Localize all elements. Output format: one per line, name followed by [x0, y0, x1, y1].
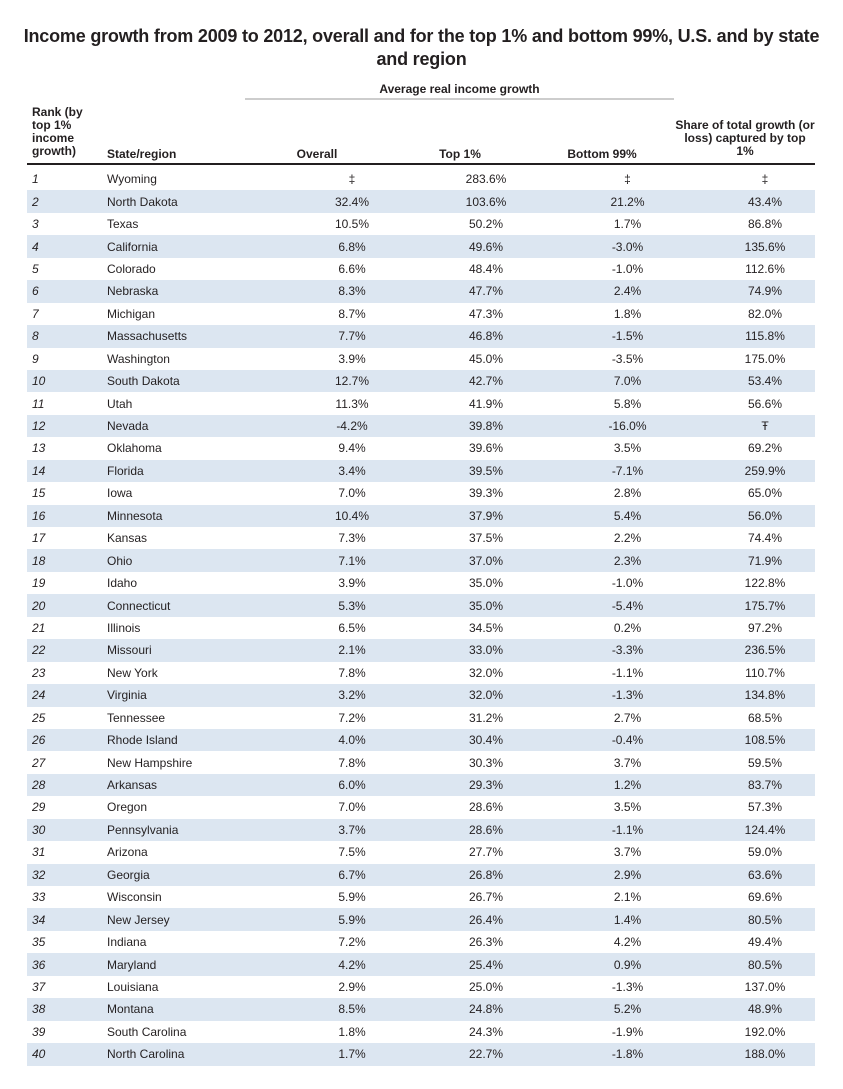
cell-bottom-99-percent: 2.4%: [613, 284, 642, 299]
table-row: [27, 325, 815, 347]
header-bottom-99-percent: Bottom 99%: [567, 147, 637, 161]
cell-share-captured: 63.6%: [747, 867, 783, 882]
cell-share-captured: 69.2%: [747, 441, 783, 456]
cell-rank: 37: [32, 979, 46, 994]
cell-state: South Dakota: [107, 374, 180, 389]
cell-rank: 16: [32, 508, 46, 523]
cell-overall: 2.9%: [338, 979, 366, 994]
cell-bottom-99-percent: -1.9%: [611, 1024, 644, 1039]
cell-overall: 1.7%: [338, 1047, 366, 1062]
cell-rank: 11: [32, 396, 45, 411]
cell-state: Wyoming: [107, 172, 157, 187]
table-row: [27, 931, 815, 953]
header-top-1-percent: Top 1%: [439, 147, 481, 161]
cell-share-captured: 80.5%: [747, 912, 783, 927]
cell-overall: 7.3%: [338, 531, 366, 546]
cell-overall: 7.1%: [338, 553, 366, 568]
cell-overall: 5.3%: [338, 598, 366, 613]
header-overall: Overall: [296, 147, 338, 161]
cell-top-1-percent: 50.2%: [468, 217, 504, 232]
cell-overall: 7.8%: [338, 665, 366, 680]
cell-bottom-99-percent: ‡: [624, 172, 631, 187]
table-row: [27, 819, 815, 841]
cell-share-captured: 69.6%: [747, 890, 783, 905]
cell-bottom-99-percent: 0.2%: [613, 620, 642, 635]
cell-bottom-99-percent: -1.1%: [611, 822, 644, 837]
table-row: [27, 976, 815, 998]
cell-share-captured: 97.2%: [747, 620, 783, 635]
cell-state: Rhode Island: [107, 733, 178, 748]
header-share-captured: Share of total growth (or loss) captured by top 1%: [675, 118, 815, 158]
cell-top-1-percent: 37.5%: [468, 531, 504, 546]
table-row: [27, 213, 815, 235]
cell-bottom-99-percent: -3.0%: [611, 239, 644, 254]
cell-rank: 40: [32, 1047, 46, 1062]
cell-overall: 4.0%: [338, 733, 366, 748]
cell-state: Pennsylvania: [107, 822, 179, 837]
cell-top-1-percent: 26.7%: [468, 890, 504, 905]
cell-bottom-99-percent: 1.7%: [613, 217, 642, 232]
cell-share-captured: 175.0%: [744, 351, 786, 366]
cell-overall: 7.2%: [338, 935, 366, 950]
cell-bottom-99-percent: 5.2%: [613, 1002, 642, 1017]
cell-top-1-percent: 283.6%: [465, 172, 507, 187]
cell-state: Arizona: [107, 845, 148, 860]
cell-overall: 7.2%: [338, 710, 366, 725]
cell-share-captured: 59.5%: [747, 755, 783, 770]
cell-top-1-percent: 39.5%: [468, 463, 504, 478]
cell-share-captured: 188.0%: [744, 1047, 786, 1062]
cell-overall: 7.5%: [338, 845, 366, 860]
cell-overall: 6.7%: [338, 867, 366, 882]
cell-share-captured: 49.4%: [747, 935, 783, 950]
cell-share-captured: 137.0%: [744, 979, 786, 994]
cell-rank: 38: [32, 1002, 46, 1017]
cell-top-1-percent: 27.7%: [468, 845, 504, 860]
cell-bottom-99-percent: 3.7%: [613, 845, 642, 860]
cell-rank: 1: [32, 172, 39, 187]
cell-top-1-percent: 48.4%: [468, 261, 504, 276]
cell-top-1-percent: 47.7%: [468, 284, 504, 299]
cell-bottom-99-percent: 3.5%: [613, 441, 642, 456]
cell-rank: 6: [32, 284, 39, 299]
cell-share-captured: 115.8%: [745, 329, 785, 344]
table-row: [27, 864, 815, 886]
cell-state: North Carolina: [107, 1047, 185, 1062]
cell-bottom-99-percent: -3.5%: [611, 351, 644, 366]
cell-state: New York: [107, 665, 158, 680]
cell-bottom-99-percent: -1.3%: [611, 688, 644, 703]
cell-overall: 9.4%: [338, 441, 366, 456]
cell-rank: 27: [32, 755, 46, 770]
table-row: [27, 684, 815, 706]
cell-rank: 25: [32, 710, 46, 725]
cell-top-1-percent: 35.0%: [468, 576, 504, 591]
table-row: [27, 370, 815, 392]
table-row: [27, 774, 815, 796]
cell-top-1-percent: 24.8%: [468, 1002, 504, 1017]
cell-overall: -4.2%: [336, 419, 368, 434]
cell-share-captured: 108.5%: [744, 733, 786, 748]
cell-bottom-99-percent: 2.8%: [613, 486, 642, 501]
table-row: [27, 594, 815, 616]
cell-state: Louisiana: [107, 979, 159, 994]
cell-state: Washington: [107, 351, 170, 366]
column-group-label: Average real income growth: [379, 82, 540, 96]
cell-state: Indiana: [107, 935, 147, 950]
cell-top-1-percent: 37.9%: [468, 508, 504, 523]
cell-overall: 7.0%: [338, 800, 366, 815]
cell-top-1-percent: 32.0%: [468, 665, 504, 680]
cell-overall: 7.8%: [338, 755, 366, 770]
cell-top-1-percent: 49.6%: [468, 239, 504, 254]
cell-rank: 10: [32, 374, 46, 389]
cell-state: Texas: [107, 217, 139, 232]
cell-top-1-percent: 25.0%: [468, 979, 504, 994]
cell-share-captured: 122.8%: [744, 576, 786, 591]
table-row: [27, 437, 815, 459]
cell-share-captured: 82.0%: [747, 306, 783, 321]
cell-top-1-percent: 26.4%: [468, 912, 504, 927]
cell-share-captured: 68.5%: [747, 710, 783, 725]
cell-top-1-percent: 39.8%: [468, 419, 504, 434]
cell-bottom-99-percent: 5.8%: [613, 396, 642, 411]
cell-state: Michigan: [107, 306, 156, 321]
cell-share-captured: 53.4%: [747, 374, 783, 389]
cell-overall: 4.2%: [338, 957, 366, 972]
cell-bottom-99-percent: 7.0%: [613, 374, 642, 389]
cell-top-1-percent: 47.3%: [468, 306, 504, 321]
cell-state: New Jersey: [107, 912, 170, 927]
cell-overall: 12.7%: [334, 374, 370, 389]
cell-overall: 6.8%: [338, 239, 366, 254]
cell-top-1-percent: 26.8%: [468, 867, 504, 882]
cell-share-captured: 134.8%: [744, 688, 786, 703]
cell-overall: ‡: [348, 172, 356, 187]
cell-rank: 24: [32, 688, 46, 703]
cell-overall: 7.7%: [338, 329, 366, 344]
cell-bottom-99-percent: 4.2%: [613, 935, 642, 950]
table-row: [27, 505, 815, 527]
cell-bottom-99-percent: -7.1%: [611, 463, 644, 478]
cell-state: Virginia: [107, 688, 147, 703]
cell-bottom-99-percent: -1.1%: [611, 665, 644, 680]
cell-top-1-percent: 39.3%: [468, 486, 504, 501]
table-row: [27, 168, 815, 190]
cell-share-captured: 43.4%: [747, 194, 783, 209]
cell-rank: 18: [32, 553, 46, 568]
header-rank: Rank (by top 1% income growth): [32, 105, 83, 158]
table-row: [27, 415, 815, 437]
cell-overall: 6.0%: [338, 778, 366, 793]
cell-share-captured: 56.0%: [747, 508, 783, 523]
cell-overall: 3.2%: [338, 688, 366, 703]
table-row: [27, 751, 815, 773]
cell-state: Oklahoma: [107, 441, 162, 456]
table-row: [27, 549, 815, 571]
table-row: [27, 707, 815, 729]
cell-bottom-99-percent: 3.5%: [613, 800, 642, 815]
cell-state: Georgia: [107, 867, 150, 882]
cell-top-1-percent: 26.3%: [468, 935, 504, 950]
cell-bottom-99-percent: -0.4%: [611, 733, 644, 748]
table-row: [27, 953, 815, 975]
cell-rank: 39: [32, 1024, 46, 1039]
table-row: [27, 998, 815, 1020]
cell-state: North Dakota: [107, 194, 178, 209]
cell-rank: 30: [32, 822, 46, 837]
cell-state: New Hampshire: [107, 755, 193, 770]
cell-state: Tennessee: [107, 710, 166, 725]
cell-top-1-percent: 34.5%: [468, 620, 504, 635]
cell-overall: 3.9%: [338, 576, 366, 591]
cell-rank: 34: [32, 912, 46, 927]
header-state-region: State/region: [107, 147, 177, 161]
cell-top-1-percent: 30.4%: [468, 733, 504, 748]
cell-state: Wisconsin: [107, 890, 162, 905]
cell-share-captured: 71.9%: [747, 553, 783, 568]
cell-top-1-percent: 33.0%: [468, 643, 504, 658]
cell-share-captured: 56.6%: [747, 396, 783, 411]
cell-state: Illinois: [107, 620, 141, 635]
cell-overall: 5.9%: [338, 890, 366, 905]
cell-bottom-99-percent: 2.3%: [613, 553, 642, 568]
cell-rank: 33: [32, 890, 46, 905]
cell-bottom-99-percent: 2.1%: [613, 890, 642, 905]
cell-bottom-99-percent: -5.4%: [611, 598, 644, 613]
cell-rank: 29: [32, 800, 46, 815]
cell-state: Montana: [107, 1002, 154, 1017]
table-row: [27, 1021, 815, 1043]
cell-share-captured: 80.5%: [747, 957, 783, 972]
cell-top-1-percent: 31.2%: [468, 710, 504, 725]
cell-rank: 8: [32, 329, 39, 344]
table-row: [27, 482, 815, 504]
cell-overall: 6.5%: [338, 620, 366, 635]
cell-rank: 17: [32, 531, 46, 546]
cell-state: Massachusetts: [107, 329, 188, 344]
cell-top-1-percent: 41.9%: [468, 396, 504, 411]
cell-state: Oregon: [107, 800, 148, 815]
cell-rank: 12: [32, 419, 46, 434]
table-row: [27, 258, 815, 280]
table-row: [27, 392, 815, 414]
cell-state: Missouri: [107, 643, 152, 658]
cell-top-1-percent: 24.3%: [468, 1024, 504, 1039]
table-row: [27, 572, 815, 594]
cell-bottom-99-percent: 0.9%: [613, 957, 642, 972]
cell-share-captured: 86.8%: [747, 217, 783, 232]
cell-overall: 3.7%: [338, 822, 366, 837]
cell-top-1-percent: 25.4%: [468, 957, 504, 972]
cell-top-1-percent: 45.0%: [468, 351, 504, 366]
cell-bottom-99-percent: -1.8%: [611, 1047, 644, 1062]
table-row: [27, 460, 815, 482]
cell-overall: 5.9%: [338, 912, 366, 927]
table-row: [27, 729, 815, 751]
cell-state: Utah: [107, 396, 133, 411]
cell-share-captured: ‡: [761, 172, 769, 187]
cell-rank: 5: [32, 261, 39, 276]
cell-overall: 1.8%: [338, 1024, 366, 1039]
cell-overall: 8.5%: [338, 1002, 366, 1017]
cell-state: Maryland: [107, 957, 157, 972]
cell-state: Colorado: [107, 261, 156, 276]
cell-top-1-percent: 28.6%: [468, 800, 504, 815]
table-title: Income growth from 2009 to 2012, overall and for the top 1% and bottom 99%, U.S. and by state and region: [23, 26, 820, 69]
cell-overall: 6.6%: [338, 261, 366, 276]
cell-bottom-99-percent: 2.2%: [613, 531, 642, 546]
cell-top-1-percent: 103.6%: [465, 194, 507, 209]
cell-top-1-percent: 39.6%: [468, 441, 504, 456]
cell-state: Connecticut: [107, 598, 171, 613]
cell-rank: 32: [32, 867, 46, 882]
cell-state: Kansas: [107, 531, 148, 546]
cell-rank: 23: [32, 665, 46, 680]
table-row: [27, 527, 815, 549]
cell-rank: 31: [32, 845, 46, 860]
cell-overall: 2.1%: [338, 643, 366, 658]
cell-rank: 22: [32, 643, 46, 658]
cell-bottom-99-percent: 2.7%: [613, 710, 642, 725]
table-row: [27, 886, 815, 908]
cell-overall: 10.5%: [334, 217, 370, 232]
cell-state: Nebraska: [107, 284, 159, 299]
cell-share-captured: 110.7%: [745, 665, 785, 680]
cell-rank: 13: [32, 441, 46, 456]
cell-top-1-percent: 22.7%: [468, 1047, 504, 1062]
cell-bottom-99-percent: -1.0%: [611, 576, 644, 591]
cell-top-1-percent: 32.0%: [468, 688, 504, 703]
cell-rank: 26: [32, 733, 46, 748]
cell-bottom-99-percent: -16.0%: [608, 419, 647, 434]
cell-bottom-99-percent: 3.7%: [613, 755, 642, 770]
table-row: [27, 1043, 815, 1065]
cell-overall: 3.9%: [338, 351, 366, 366]
cell-bottom-99-percent: 21.2%: [610, 194, 645, 209]
cell-share-captured: 65.0%: [747, 486, 783, 501]
cell-rank: 28: [32, 778, 46, 793]
cell-share-captured: 48.9%: [747, 1002, 783, 1017]
table-row: [27, 190, 815, 212]
cell-bottom-99-percent: 1.8%: [613, 306, 642, 321]
cell-bottom-99-percent: 2.9%: [613, 867, 642, 882]
cell-bottom-99-percent: 1.4%: [613, 912, 642, 927]
cell-share-captured: 135.6%: [744, 239, 786, 254]
cell-top-1-percent: 29.3%: [468, 778, 504, 793]
cell-share-captured: Ŧ: [761, 419, 769, 434]
cell-bottom-99-percent: 5.4%: [613, 508, 642, 523]
cell-bottom-99-percent: -3.3%: [611, 643, 644, 658]
table-row: [27, 280, 815, 302]
cell-rank: 2: [32, 194, 39, 209]
cell-rank: 20: [32, 598, 46, 613]
cell-overall: 10.4%: [334, 508, 370, 523]
cell-state: Minnesota: [107, 508, 163, 523]
table-body: [27, 168, 815, 1066]
cell-share-captured: 74.9%: [747, 284, 783, 299]
table-row: [27, 796, 815, 818]
table-row: [27, 639, 815, 661]
cell-bottom-99-percent: 1.2%: [613, 778, 642, 793]
cell-rank: 19: [32, 576, 46, 591]
cell-bottom-99-percent: -1.3%: [611, 979, 644, 994]
cell-rank: 4: [32, 239, 39, 254]
cell-rank: 14: [32, 463, 46, 478]
cell-overall: 3.4%: [338, 463, 366, 478]
cell-bottom-99-percent: -1.0%: [611, 261, 644, 276]
cell-rank: 21: [32, 620, 46, 635]
cell-share-captured: 236.5%: [744, 643, 786, 658]
cell-share-captured: 259.9%: [744, 463, 786, 478]
cell-bottom-99-percent: -1.5%: [611, 329, 644, 344]
table-row: [27, 841, 815, 863]
cell-rank: 35: [32, 935, 46, 950]
cell-share-captured: 175.7%: [744, 598, 786, 613]
cell-state: Idaho: [107, 576, 138, 591]
cell-state: Arkansas: [107, 778, 158, 793]
cell-state: Ohio: [107, 553, 133, 568]
cell-overall: 32.4%: [334, 194, 370, 209]
table-row: [27, 303, 815, 325]
cell-share-captured: 83.7%: [747, 778, 783, 793]
cell-share-captured: 57.3%: [747, 800, 783, 815]
cell-rank: 36: [32, 957, 46, 972]
cell-state: California: [107, 239, 158, 254]
cell-rank: 15: [32, 486, 46, 501]
cell-overall: 8.7%: [338, 306, 366, 321]
cell-state: Nevada: [107, 419, 149, 434]
column-group-rule: [245, 98, 674, 100]
cell-state: South Carolina: [107, 1024, 187, 1039]
table-row: [27, 662, 815, 684]
header-rule: [27, 163, 815, 165]
table-row: [27, 235, 815, 257]
table-row: [27, 908, 815, 930]
cell-overall: 8.3%: [338, 284, 366, 299]
cell-top-1-percent: 28.6%: [468, 822, 504, 837]
cell-share-captured: 74.4%: [747, 531, 783, 546]
cell-share-captured: 112.6%: [745, 261, 785, 276]
table-row: [27, 617, 815, 639]
table-row: [27, 348, 815, 370]
cell-top-1-percent: 42.7%: [468, 374, 504, 389]
cell-state: Florida: [107, 463, 144, 478]
cell-overall: 7.0%: [338, 486, 366, 501]
cell-rank: 9: [32, 351, 39, 366]
cell-top-1-percent: 46.8%: [468, 329, 504, 344]
cell-state: Iowa: [107, 486, 133, 501]
cell-share-captured: 192.0%: [744, 1024, 786, 1039]
cell-overall: 11.3%: [335, 396, 369, 411]
cell-rank: 3: [32, 217, 39, 232]
cell-share-captured: 124.4%: [744, 822, 786, 837]
cell-top-1-percent: 30.3%: [468, 755, 504, 770]
cell-share-captured: 59.0%: [747, 845, 783, 860]
cell-top-1-percent: 37.0%: [468, 553, 504, 568]
cell-top-1-percent: 35.0%: [468, 598, 504, 613]
cell-rank: 7: [32, 306, 39, 321]
